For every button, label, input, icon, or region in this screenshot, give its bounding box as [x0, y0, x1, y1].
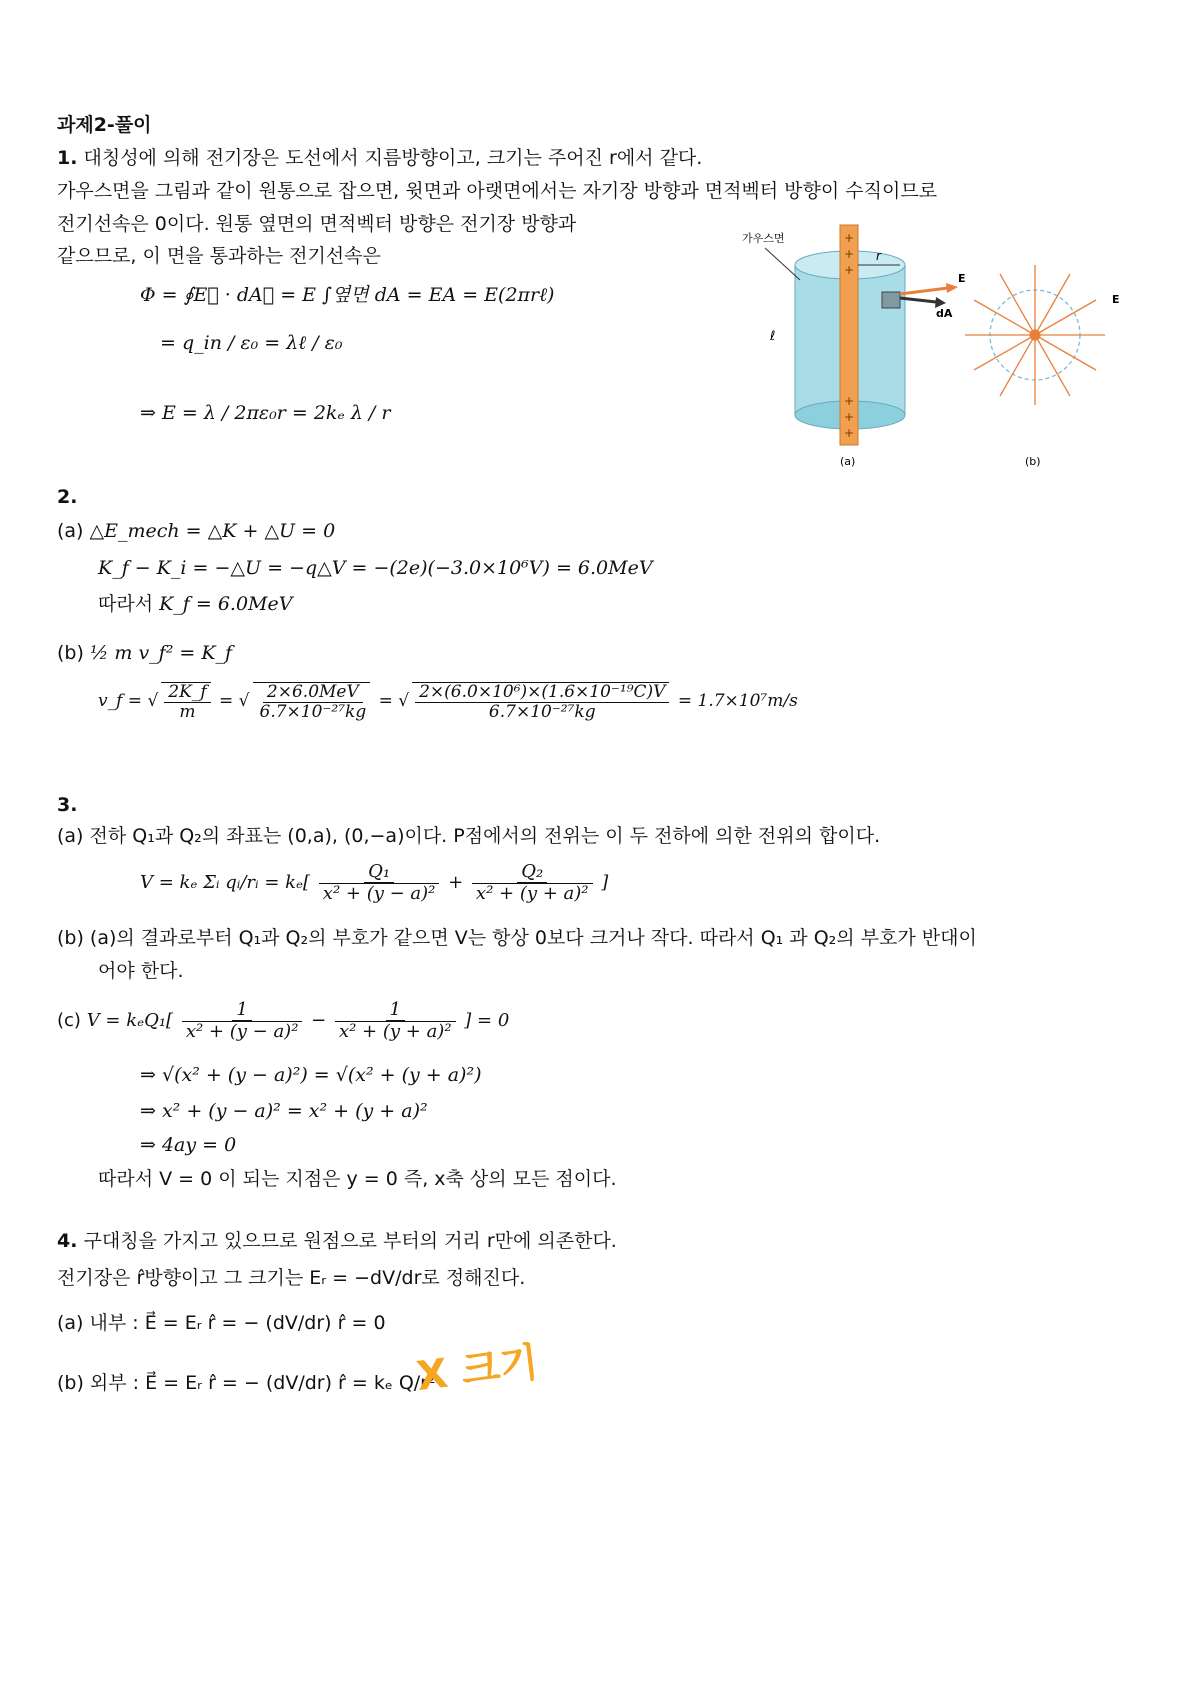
svg-text:+: +	[843, 410, 855, 424]
q3c-label: (c)	[57, 1009, 81, 1031]
q4-line2: 전기장은 r̂방향이고 그 크기는 Eᵣ = −dV/dr로 정해진다.	[57, 1267, 526, 1289]
svg-text:+: +	[843, 394, 855, 408]
svg-text:+: +	[843, 231, 855, 245]
q3-number: 3.	[57, 794, 78, 816]
r-label: r	[876, 249, 881, 263]
q3c-conclusion: 따라서 V = 0 이 되는 지점은 y = 0 즉, x축 상의 모든 점이다.	[98, 1168, 617, 1190]
area-patch	[882, 292, 900, 308]
q3b-text2: 어야 한다.	[98, 960, 184, 982]
q3c-eq4: ⇒ 4ay = 0	[140, 1134, 237, 1156]
q2a-eq1: △E_mech = △K + △U = 0	[89, 520, 336, 542]
q1-eq2b: λℓ / ε₀	[286, 332, 343, 354]
handwritten-note: X 크기	[414, 1339, 541, 1401]
q4-number: 4.	[57, 1230, 78, 1252]
q2-number: 2.	[57, 486, 78, 508]
q2a-eq3: K_f = 6.0MeV	[159, 593, 293, 615]
q3c-frac2: $\frac{1}{\text{x² + (y + a)²}}$	[335, 1000, 456, 1042]
q3c-eq-pre: V = kₑQ₁[	[86, 1009, 174, 1031]
q2b-result: = 1.7×10⁷m/s	[677, 691, 798, 712]
q1-line2: 가우스면을 그림과 같이 원통으로 잡으면, 윗면과 아랫면에서는 자기장 방향과 면적벡터 방향이 수직이므로	[57, 180, 938, 202]
l-label: ℓ	[770, 329, 776, 344]
E-label-a: E	[958, 272, 966, 285]
E-label-b: E	[1112, 293, 1120, 306]
svg-text:+: +	[843, 263, 855, 277]
q1-eq3-pre: ⇒ E =	[140, 402, 204, 424]
q1-eq3-mid: λ / 2πε₀r	[203, 402, 286, 424]
q3c-frac1: $\frac{1}{\text{x² + (y − a)²}}$	[182, 1000, 303, 1042]
q2b-label: (b)	[57, 642, 84, 664]
q2b-eq1: ½ m v_f² = K_f	[89, 642, 233, 664]
fig-a-label: (a)	[840, 455, 856, 468]
page-title: 과제2-풀이	[57, 114, 152, 136]
q3a-eq: V = kₑ Σᵢ qᵢ/rᵢ = kₑ[ $\frac{\text{Q₁}}{\text{x² + (y − a)²}}$ + $\frac{\text{Q₂}}{\text{x² + (y + a)²}}$ ]	[140, 861, 609, 904]
q4b-text: (b) 외부 : E⃗ = Eᵣ r̂ = − (dV/dr) r̂ = kₑ Q/r²	[57, 1372, 436, 1394]
q2b-frac1: $\frac{2K\_f}{m}$	[161, 682, 210, 721]
fig-b-label: (b)	[1025, 455, 1041, 468]
q2a-row	[57, 518, 335, 544]
q3a-frac1: $\frac{\text{Q₁}}{\text{x² + (y − a)²}}$	[319, 862, 440, 904]
q3a-text: (a) 전하 Q₁과 Q₂의 좌표는 (0,a), (0,−a)이다. P점에서의 전위는 이 두 전하에 의한 전위의 합이다.	[57, 825, 881, 847]
q3b-text1: (b) (a)의 결과로부터 Q₁과 Q₂의 부호가 같으면 V는 항상 0보다 크거나 작다. 따라서 Q₁ 과 Q₂의 부호가 반대이	[57, 927, 977, 949]
q1-eq3	[140, 400, 390, 426]
q4a-text: (a) 내부 : E⃗ = Eᵣ r̂ = − (dV/dr) r̂ = 0	[57, 1312, 386, 1334]
q2a-eq3-pre: 따라서	[98, 593, 154, 615]
gauss-figure	[740, 220, 1140, 470]
q1-line4: 같으므로, 이 면을 통과하는 전기선속은	[57, 245, 381, 267]
E-arrow	[900, 288, 948, 294]
radial-field-diagram	[965, 265, 1105, 405]
q1-eq2: = q_in / ε₀ = λℓ / ε₀	[160, 332, 343, 354]
q3c-eq: (c) V = kₑQ₁[ $\frac{1}{\text{x² + (y − a)²}}$ − $\frac{1}{\text{x² + (y + a)²}}$ ] = 0	[57, 999, 510, 1042]
gauss-label: 가우스면	[742, 232, 785, 245]
svg-text:+: +	[843, 247, 855, 261]
q3a-frac2: $\frac{\text{Q₂}}{\text{x² + (y + a)²}}$	[472, 862, 593, 904]
q2b-frac2: $\frac{\text{2×6.0MeV}}{\text{6.7×10⁻²⁷kg}}$	[253, 682, 371, 721]
q2b-eq2-lhs: v_f =	[98, 691, 143, 712]
q4-line1-row	[57, 1228, 617, 1254]
q3a-eq-pre: V = kₑ Σᵢ qᵢ/rᵢ = kₑ[	[140, 871, 311, 893]
q3c-eq3: ⇒ x² + (y − a)² = x² + (y + a)²	[140, 1100, 428, 1122]
q3c-eq-post: ] = 0	[464, 1009, 510, 1031]
q1-eq1: Φ = ∮E⃗ · dA⃗ = E ∫옆면 dA = EA = E(2πrℓ)	[140, 284, 555, 306]
dA-label: dA	[936, 307, 953, 320]
q1-eq2a: q_in / ε₀	[181, 332, 259, 354]
q1-line1	[57, 145, 702, 171]
q1-eq3-post: = 2kₑ λ / r	[291, 402, 391, 424]
charged-rod	[840, 225, 858, 445]
q2a-label: (a)	[57, 520, 84, 542]
q2a-eq2: K_f − K_i = −△U = −q△V = −(2e)(−3.0×10⁶V) = 6.0MeV	[98, 557, 653, 579]
q1-number: 1.	[57, 147, 78, 169]
q3c-eq2: ⇒ √(x² + (y − a)²) = √(x² + (y + a)²)	[140, 1064, 482, 1086]
q1-line3: 전기선속은 0이다. 원통 옆면의 면적벡터 방향은 전기장 방향과	[57, 213, 577, 235]
svg-text:+: +	[843, 426, 855, 440]
q4-line1: 구대칭을 가지고 있으므로 원점으로 부터의 거리 r만에 의존한다.	[83, 1230, 617, 1252]
q1-text1: 대칭성에 의해 전기장은 도선에서 지름방향이고, 크기는 주어진 r에서 같다.	[83, 147, 703, 169]
q2b-eq2: v_f = √ $\frac{2K\_f}{m}$ = √ $\frac{\text{2×6.0MeV}}{\text{6.7×10⁻²⁷kg}}$ = √ $\frac{\text{2×(6.0×10⁶)×(1.6×10⁻¹⁹C)V}}{\text{6.7×10⁻²⁷kg}}$ = 1.7×10⁷m/s	[98, 682, 798, 722]
q2b-row	[57, 640, 232, 666]
q2b-frac3: $\frac{\text{2×(6.0×10⁶)×(1.6×10⁻¹⁹C)V}}{\text{6.7×10⁻²⁷kg}}$	[412, 682, 669, 721]
q2a-eq3-row	[98, 591, 292, 617]
